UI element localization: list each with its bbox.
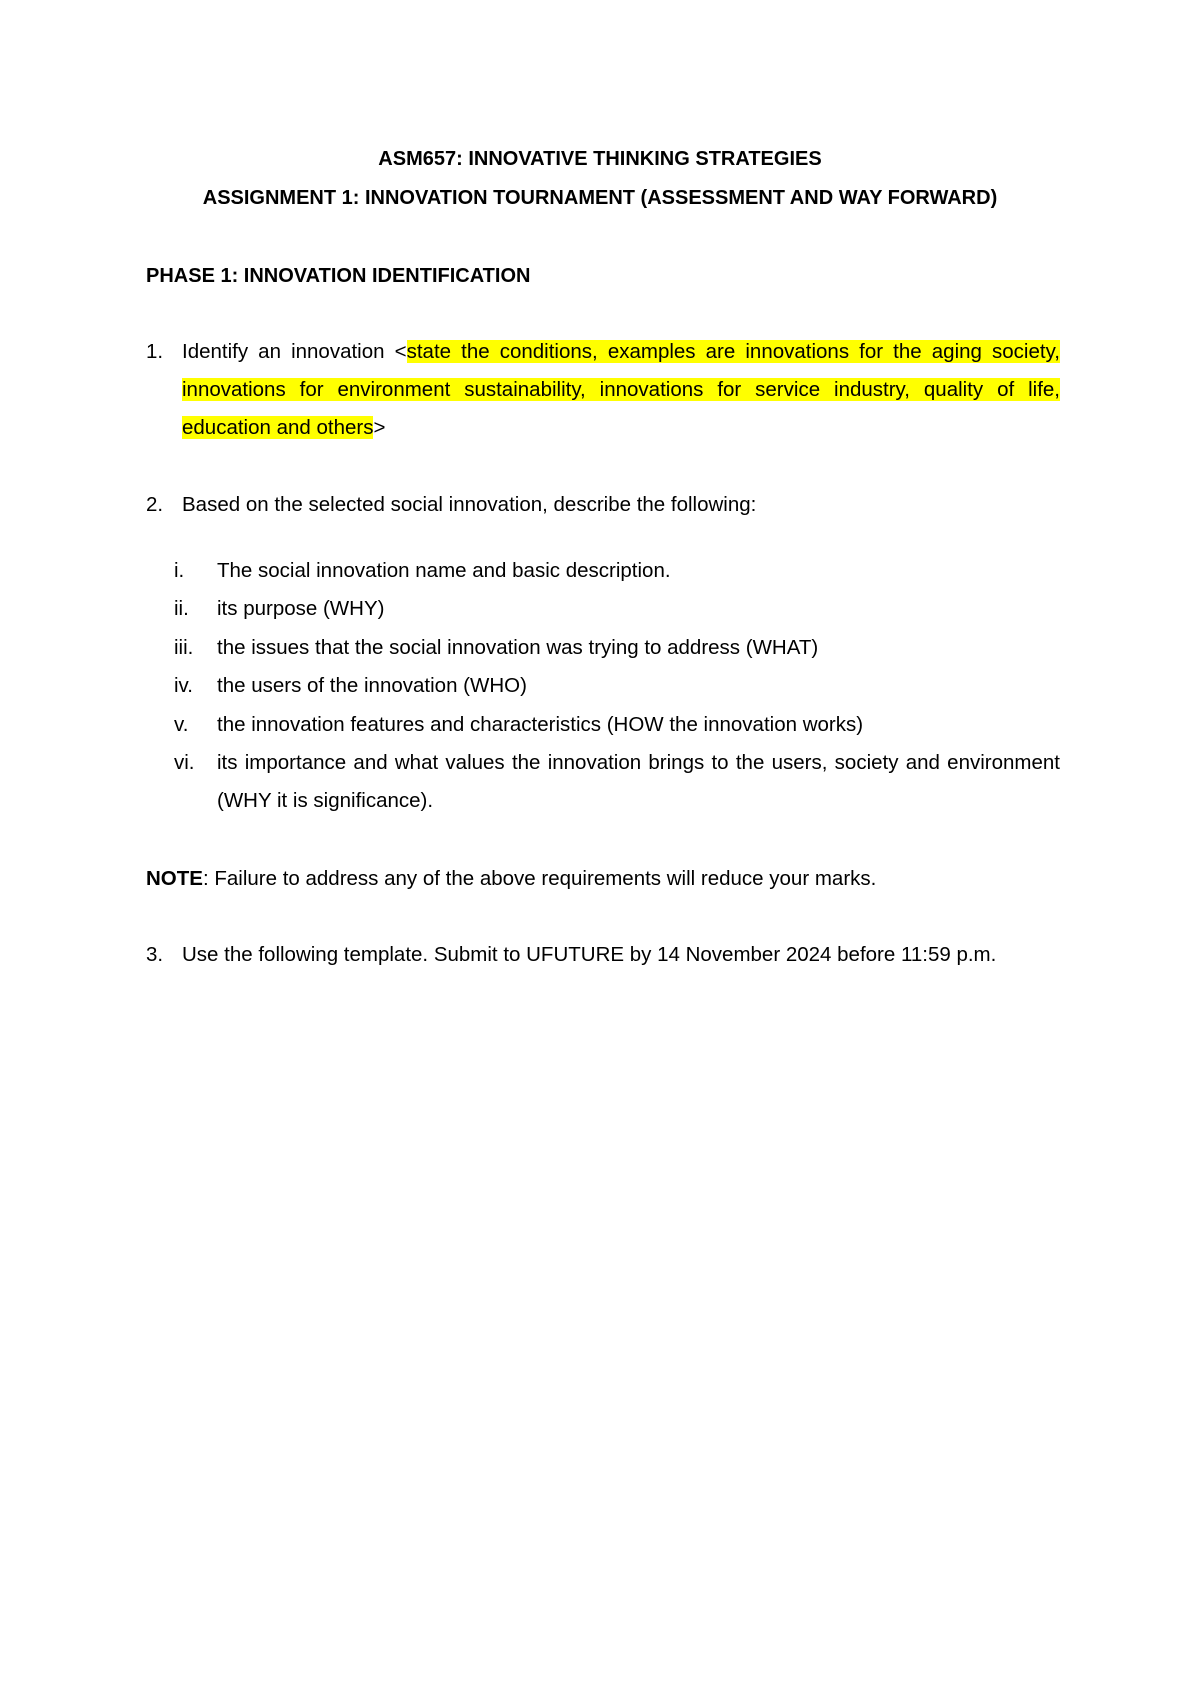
item-text-before: Identify an innovation < [182, 340, 407, 363]
sub-item-iv [174, 667, 1060, 705]
phase-heading: PHASE 1: INNOVATION IDENTIFICATION [146, 265, 531, 287]
list-item-1 [146, 333, 1060, 447]
course-title: ASM657: INNOVATIVE THINKING STRATEGIES [378, 148, 822, 170]
sub-item-vi [174, 744, 1060, 820]
sub-item-number: ii. [174, 597, 189, 620]
list-item-body [182, 333, 1060, 447]
list-item-number: 2. [146, 493, 164, 516]
list-item-body: Based on the selected social innovation, describe the following: [182, 493, 757, 516]
list-item-2 [146, 486, 1060, 524]
sub-item-text: The social innovation name and basic description. [217, 559, 671, 582]
sub-item-iii [174, 629, 1060, 667]
sub-item-number: iii. [174, 636, 194, 659]
list-item-number: 3. [146, 943, 164, 966]
sub-item-ii [174, 590, 1060, 628]
highlighted-instruction: state the conditions, examples are innovations for the aging society, innovations for environment sustainability, innovations for service industry, quality of life, education and others [182, 340, 1060, 439]
assignment-title: ASSIGNMENT 1: INNOVATION TOURNAMENT (ASSESSMENT AND WAY FORWARD) [202, 187, 998, 209]
sub-item-i [174, 552, 1060, 590]
note [146, 860, 1060, 898]
list-item-3 [146, 936, 1060, 974]
list-item-number: 1. [146, 340, 164, 363]
sub-item-number: i. [174, 559, 185, 582]
sub-item-number: vi. [174, 751, 195, 774]
sub-item-text: the users of the innovation (WHO) [217, 674, 527, 697]
sub-item-text: the innovation features and characteristics (HOW the innovation works) [217, 713, 864, 736]
sub-item-text: its purpose (WHY) [217, 597, 385, 620]
sub-item-number: v. [174, 713, 189, 736]
sub-item-text: its importance and what values the innovation brings to the users, society and environment (WHY it is significance). [217, 751, 1060, 812]
sub-item-v [174, 706, 1060, 744]
sub-item-number: iv. [174, 674, 193, 697]
sub-item-text: the issues that the social innovation was trying to address (WHAT) [217, 636, 819, 659]
note-label: NOTE [146, 867, 203, 890]
note-text: : Failure to address any of the above requirements will reduce your marks. [202, 867, 877, 890]
list-item-body: Use the following template. Submit to UFUTURE by 14 November 2024 before 11:59 p.m. [182, 943, 997, 966]
item-text-after: > [373, 416, 386, 439]
